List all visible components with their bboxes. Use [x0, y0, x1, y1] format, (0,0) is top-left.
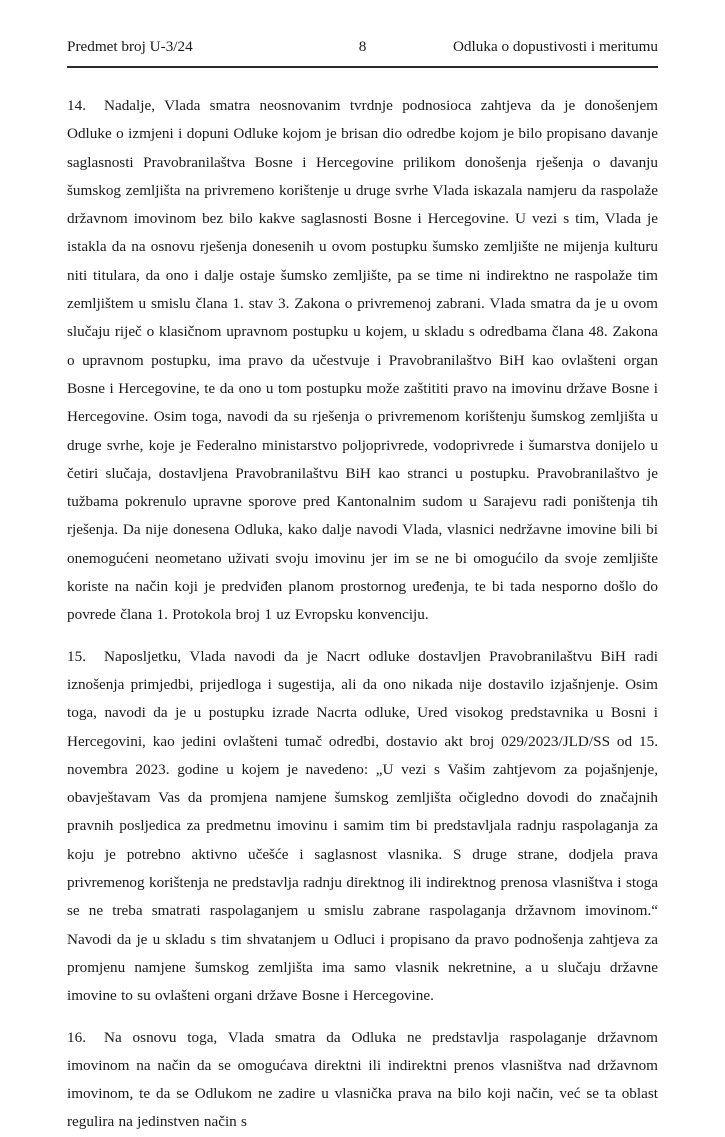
paragraph-15-number: 15. — [67, 647, 86, 665]
case-number: Predmet broj U-3/24 — [67, 38, 193, 55]
document-title: Odluka o dopustivosti i meritumu — [452, 38, 658, 55]
paragraph-14-text: Nadalje, Vlada smatra neosnovanim tvrdnje podnosioca zahtjeva da je donošenjem Odluke o izmjeni i dopuni Odluke kojom je brisan dio odredbe kojom je bilo propisano davanje saglasnosti Pravobranilaštva Bosne i Hercegovine prilikom donošenja rješenja o davanju šumskog zemljišta na privremeno korištenje u druge svrhe Vlada iskazala namjeru da raspolaže državnom imovinom bez bilo kakve saglasnosti Bosne i Hercegovine. U vezi s tim, Vlada je istakla da na osnovu rješenja donesenih u ovom postupku šumsko zemljište ne mijenja kulturu niti titulara, da ono i dalje ostaje šumsko zemljište, pa se time ni indirektno ne raspolaže tim zemljištem u smislu člana 1. stav 3. Zakona o privremenoj zabrani. Vlada smatra da je u ovom slučaju riječ o klasičnom upravnom postupku u kojem, u skladu s odredbama člana 48. Zakona o upravnom postupku, ima pravo da učestvuje i Pravobranilaštvo BiH kao ovlašteni organ Bosne i Hercegovine, te da ono u tom postupku može zaštititi pravo na imovinu države Bosne i Hercegovine. Osim toga, navodi da su rješenja o privremenom korištenju šumskog zemljišta u druge svrhe, koje je Federalno ministarstvo poljoprivrede, vodoprivrede i šumarstva donijelo u četiri slučaja, dostavljena Pravobranilaštvu BiH kao stranci u postupku. Pravobranilaštvo je tužbama pokrenulo upravne sporove pred Kantonalnim sudom u Sarajevu radi poništenja tih rješenja. Da nije donesena Odluka, kako dalje navodi Vlada, vlasnici nedržavne imovine bili bi onemogućeni neometano uživati svoju imovinu jer im se ne bi omogućilo da svoje zemljište koriste na način koji je predviđen planom prostornog uređenja, te bi tada nesporno došlo do povrede člana 1. Protokola broj 1 uz Evropsku konvenciju. — [67, 97, 658, 624]
paragraph-15-text: Naposljetku, Vlada navodi da je Nacrt odluke dostavljen Pravobranilaštvu BiH radi iznošenja primjedbi, prijedloga i sugestija, ali da ono nikada nije dostavilo izjašnjenje. Osim toga, navodi da je u postupku izrade Nacrta odluke, Ured visokog predstavnika u Bosni i Hercegovini, kao jedini ovlašteni tumač odredbi, dostavio akt broj 029/2023/JLD/SS od 15. novembra 2023. godine u kojem je navedeno: „U vezi s Vašim zahtjevom za pojašnjenje, obavještavam Vas da promjena namjene šumskog zemljišta očigledno dovodi do značajnih pravnih posljedica za predmetnu imovinu i samim tim bi predstavljala radnju raspolaganja za koju je potrebno aktivno učešće i saglasnost vlasnika. S druge strane, dodjela prava privremenog korištenja ne predstavlja radnju direktnog ili indirektnog prenosa vlasništva i stoga se ne treba smatrati raspolaganjem u smislu zabrane raspolaganja državnom imovinom.“ Navodi da je u skladu s tim shvatanjem u Odluci i propisano da pravo podnošenja zahtjeva za promjenu namjene šumskog zemljišta ima samo vlasnik nekretnine, a u slučaju državne imovine to su ovlašteni organi države Bosne i Hercegovine. — [67, 647, 658, 1005]
paragraph-14 — [67, 92, 658, 630]
paragraph-15 — [67, 643, 658, 1011]
paragraph-16-number: 16. — [67, 1028, 86, 1046]
paragraph-16 — [67, 1024, 658, 1137]
paragraph-14-number: 14. — [67, 97, 86, 114]
page-number: 8 — [358, 38, 367, 55]
page-header — [67, 38, 658, 68]
document-body — [67, 92, 658, 1137]
paragraph-16-text: Na osnovu toga, Vlada smatra da Odluka ne predstavlja raspolaganje državnom imovinom na način da se omogućava direktni ili indirektni prenos vlasništva nad državnom imovinom, te da se Odlukom ne zadire u vlasnička prava na bilo koji način, već se ta oblast regulira na jedinstven način s — [67, 1028, 658, 1131]
